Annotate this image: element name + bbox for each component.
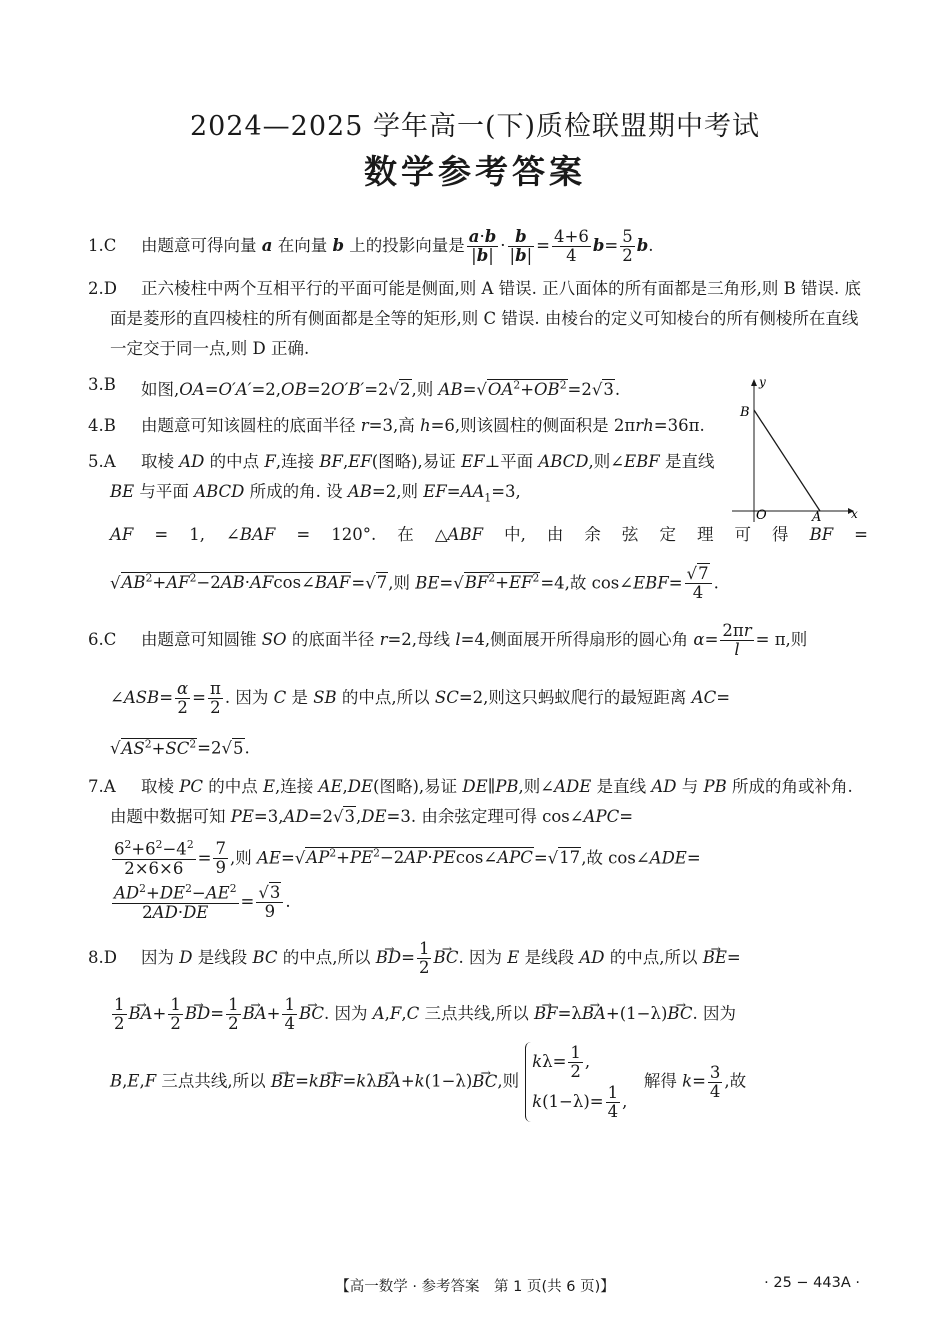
origin-label: O [756, 508, 767, 523]
answer-text: 因为 D 是线段 BC 的中点,所以 → BD= $\frac{1}{2}$ → BC. 因为 E 是线段 AD 的中点,所以 → BE= $\frac{1}{2}$ → BA+ $\frac{1}{2}$ → BD= $\frac{1}{2}$ → BA+ $\frac{1}{4}$ → BC. 因为 A,F,C 三点共线,所以 → BF=λ→ BA+(1−λ)→ BC. 因为 B,E,F 三点共线,所以 → BE=k→ BF=kλ→ BA+k(1−λ)→ BC,则 kλ= $\frac{1}{2}$ , k(1−λ)= $\frac{1}{4}$ , 解得 k= $\frac{3}{4}$ ,故 [88, 930, 868, 1122]
answer-text: 取棱 AD 的中点 F,连接 BF,EF(图略),易证 EF⊥平面 ABCD,则∠EBF 是直线 BE 与平面 ABCD 所成的角. 设 AB=2,则 $EF=AA_1=3$, AF = 1, ∠BAF = 120°. 在 △ABF 中, 由 余 弦 定 理 可 得 BF = $√AB^2+AF^2-2AB\cdot AFcos\angle BAF=√7$,则 $BE=√BF^2+EF^2=4$,故 cos∠EBF= $\frac{√7}{4}$ . [110, 451, 868, 603]
point-a-label: A [812, 510, 822, 524]
answer-text: 如图,OA=O′A′=2,OB=2O′B′=2√2,则 $AB=√OA^2+OB^2=2√3$. [141, 378, 621, 399]
answer-number: 1.C [88, 236, 117, 255]
answer-number: 2.D [88, 279, 117, 298]
footer-code: · 25 − 443A · [764, 1275, 860, 1291]
answer-text: 取棱 PC 的中点 E,连接 AE,DE(图略),易证 DE∥PB,则∠ADE 是直线 AD 与 PB 所成的角或补角. 由题中数据可知 PE=3,AD=2√3,DE=3. 由余弦定理可得 cos∠APC= $\frac{6^2+6^2-4^2}{2\times 6\times 6}$ = $\frac{7}{9}$ ,则 $AE=√AP^2+PE^2-2AP\cdot PEcos\angle APC=√17$,故 cos∠ADE= $\frac{AD^2+DE^2-AE^2}{2AD\cdot DE}$ = $\frac{√3}{9}$ . [110, 776, 853, 923]
footer-page-info: 【高一数学 · 参考答案 第 1 页(共 6 页)】 [335, 1279, 615, 1295]
answer-text: 正六棱柱中两个互相平行的平面可能是侧面,则 A 错误. 正八面体的所有面都是三角形,则 B 错误. 底面是菱形的直四棱柱的所有侧面都是全等的矩形,则 C 错误. 由棱台的定义可知棱台的所有侧棱所在直线一定交于同一点,则 D 正确. [110, 279, 861, 358]
answer-item-4 [88, 411, 868, 441]
answer-number: 7.A [88, 776, 116, 796]
answer-item-6 [88, 611, 868, 766]
answer-item-5 [88, 447, 868, 606]
answer-item-3 [88, 370, 868, 405]
answer-number: 4.B [88, 415, 116, 435]
answer-number: 8.D [88, 948, 117, 968]
answer-text: 由题意可知该圆柱的底面半径 r=3,高 h=6,则该圆柱的侧面积是 2πrh=36π. [141, 415, 705, 435]
answer-number: 3.B [88, 375, 116, 394]
answer-text: 由题意可得向量 a 在向量 b 上的投影向量是 $\frac{a\cdot b}{|b|}$ · $\frac{b}{|b|}$ = $\frac{4+6}{4}$ b= $\frac{5}{2}$ b. [141, 226, 654, 265]
answer-item-2 [88, 274, 868, 364]
y-label: y [759, 375, 766, 389]
answer-list [88, 224, 868, 1128]
page-title: 2024—2025 学年高一(下)质检联盟期中考试 [189, 111, 761, 142]
answer-item-1 [88, 224, 868, 268]
answer-number: 6.C [88, 630, 117, 650]
answer-number: 5.A [88, 451, 116, 471]
answer-item-7 [88, 772, 868, 925]
point-b-label: B [740, 405, 750, 420]
answer-text: 由题意可知圆锥 SO 的底面半径 r=2,母线 l=4,侧面展开所得扇形的圆心角 α= $\frac{2\pi r}{l}$ = π,则∠ASB= $\frac{\alpha}{2}$ = $\frac{\pi}{2}$ . 因为 C 是 SB 的中点,所以 SC=2,则这只蚂蚁爬行的最短距离 AC= $√AS^2+SC^2=2√5$. [110, 621, 808, 758]
x-label: x [851, 507, 858, 521]
answer-item-8 [88, 930, 868, 1122]
page-subtitle: 数学参考答案 [364, 152, 586, 191]
